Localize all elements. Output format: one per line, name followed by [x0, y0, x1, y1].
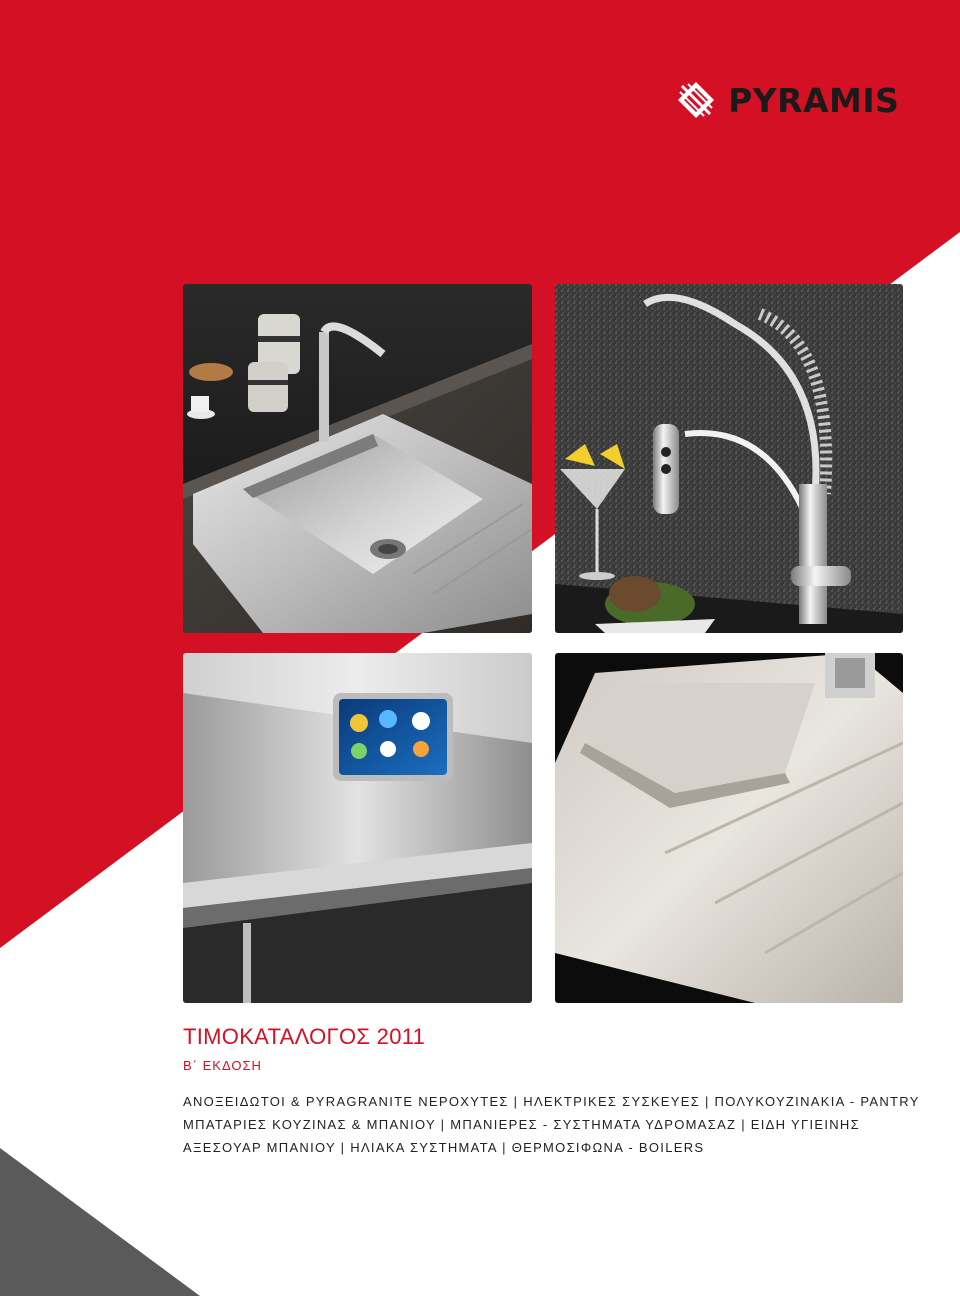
brand-name: PYRAMIS [728, 80, 900, 120]
catalog-title: ΤΙΜΟΚΑΤΑΛΟΓΟΣ 2011 [183, 1024, 426, 1049]
catalog-edition: Β΄ ΕΚΔΟΣΗ [183, 1058, 262, 1073]
category-line: ΜΠΑΤΑΡΙΕΣ ΚΟΥΖΙΝΑΣ & ΜΠΑΝΙΟΥ | ΜΠΑΝΙΕΡΕΣ - ΣΥΣΤΗΜΑΤΑ ΥΔΡΟΜΑΣΑΖ | ΕΙΔΗ ΥΓΙΕΙΝΗΣ [183, 1117, 860, 1132]
product-categories [183, 1090, 920, 1159]
category-line: ΑΞΕΣΟΥΑΡ ΜΠΑΝΙΟΥ | ΗΛΙΑΚΑ ΣΥΣΤΗΜΑΤΑ | ΘΕΡΜΟΣΙΦΩΝΑ - BOILERS [183, 1140, 705, 1155]
brand-logo [668, 70, 899, 130]
stainless-steel-sink-photo [183, 284, 532, 633]
kitchen-faucet-photo [555, 284, 903, 633]
appliance-touchscreen-photo [183, 653, 532, 1003]
gray-corner-wedge [0, 1148, 200, 1296]
category-line: ΑΝΟΞΕΙΔΩΤΟΙ & PYRAGRANITE ΝΕΡΟΧΥΤΕΣ | ΗΛΕΚΤΡΙΚΕΣ ΣΥΣΚΕΥΕΣ | ΠΟΛΥΚΟΥΖΙΝΑΚΙΑ - PANTRY [183, 1094, 920, 1109]
pyragranite-sink-photo [555, 653, 903, 1003]
pyramis-logo-icon [668, 72, 724, 128]
